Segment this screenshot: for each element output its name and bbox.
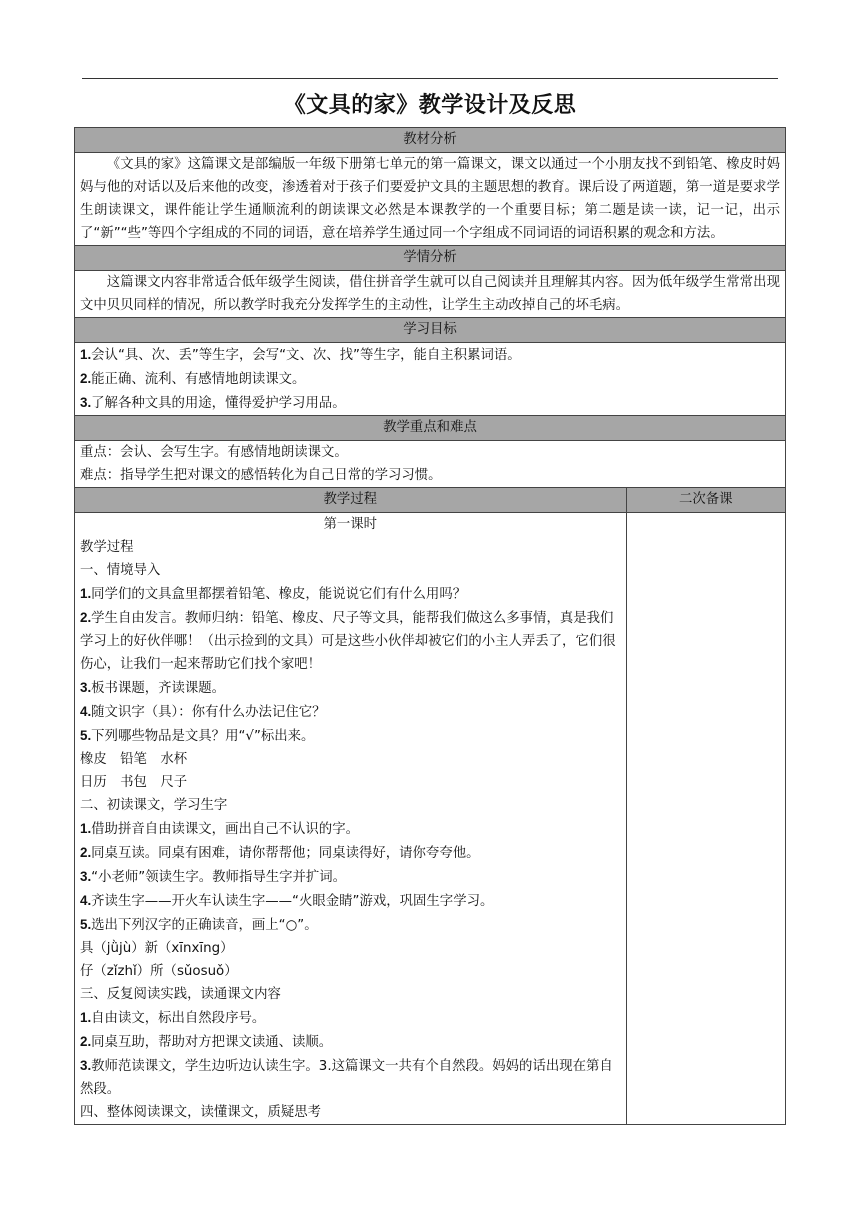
section-header-focus: 教学重点和难点 <box>75 416 786 441</box>
process-line: 3.“小老师”领读生字。教师指导生字并扩词。 <box>80 869 347 885</box>
lesson-period: 第一课时 <box>323 517 378 532</box>
process-line: 仔（zǐzhǐ）所（sǔosuǒ） <box>80 964 238 979</box>
section-header-analysis: 教材分析 <box>75 128 786 153</box>
process-line: 1.自由读文，标出自然段序号。 <box>80 1010 266 1026</box>
section-header-secondary-prep: 二次备课 <box>626 488 785 513</box>
header-rule <box>82 78 778 79</box>
process-line: 3.教师范读课文，学生边听边认读生字。3.这篇课文一共有个自然段。妈妈的话出现在第自然段。 <box>80 1058 613 1097</box>
process-line: 日历 书包 尺子 <box>80 775 188 790</box>
process-line: 5.选出下列汉字的正确读音，画上“○”。 <box>80 917 318 933</box>
section-header-process: 教学过程 <box>75 488 627 513</box>
process-line: 2.同桌互读。同桌有困难，请你帮帮他；同桌读得好，请你夸夸他。 <box>80 845 480 861</box>
process-line: 具（jǜjù）新（xīnxīng） <box>80 941 234 956</box>
process-line: 1.借助拼音自由读课文，画出自己不认识的字。 <box>80 821 359 837</box>
process-line: 2.学生自由发言。教师归纳：铅笔、橡皮、尺子等文具，能帮我们做这么多事情，真是我们学习上的好伙伴哪！（出示捡到的文具）可是这些小伙伴却被它们的小主人弄丢了，它们很伤心，让我们一起来帮助它们找个家吧！ <box>80 610 616 672</box>
goals-body <box>75 343 786 416</box>
process-line: 橡皮 铅笔 水杯 <box>80 752 188 767</box>
students-body <box>75 271 786 318</box>
process-line: 2.同桌互助，帮助对方把课文读通、读顺。 <box>80 1034 333 1050</box>
goal-item: 2.能正确、流利、有感情地朗读课文。 <box>80 371 306 387</box>
focus-key-point: 重点：会认、会写生字。有感情地朗读课文。 <box>80 445 348 460</box>
section-header-students: 学情分析 <box>75 246 786 271</box>
process-line: 1.同学们的文具盒里都摆着铅笔、橡皮，能说说它们有什么用吗？ <box>80 586 467 602</box>
process-line: 二、初读课文，学习生字 <box>80 798 228 813</box>
students-text: 这篇课文内容非常适合低年级学生阅读，借住拼音学生就可以自己阅读并且理解其内容。因为低年级学生常常出现文中贝贝同样的情况，所以教学时我充分发挥学生的主动性，让学生主动改掉自己的坏毛病。 <box>80 275 780 313</box>
process-line: 教学过程 <box>80 540 134 555</box>
goal-item: 3.了解各种文具的用途，懂得爱护学习用品。 <box>80 395 346 411</box>
focus-difficulty: 难点：指导学生把对课文的感悟转化为自己日常的学习习惯。 <box>80 468 442 483</box>
secondary-prep-body <box>626 513 785 1125</box>
section-header-goals: 学习目标 <box>75 318 786 343</box>
focus-body <box>75 441 786 488</box>
document-title: 《文具的家》教学设计及反思 <box>283 93 577 118</box>
analysis-text: 《文具的家》这篇课文是部编版一年级下册第七单元的第一篇课文，课文以通过一个小朋友找不到铅笔、橡皮时妈妈与他的对话以及后来他的改变，渗透着对于孩子们要爱护文具的主题思想的教育。课后设了两道题，第一道是要求学生朗读课文，课件能让学生通顺流利的朗读课文必然是本课教学的一个重要目标；第二题是读一读，记一记，出示了“新”“些”等四个字组成的不同的词语，意在培养学生通过同一个字组成不同词语的词语积累的观念和方法。 <box>80 157 780 241</box>
process-line: 一、情境导入 <box>80 563 161 578</box>
goal-item: 1.会认“具、次、丢”等生字，会写“文、次、找”等生字，能自主积累词语。 <box>80 347 521 363</box>
lesson-plan-table <box>74 127 786 1125</box>
process-lines <box>80 536 621 1124</box>
process-line: 四、整体阅读课文，读懂课文，质疑思考 <box>80 1105 322 1120</box>
process-line: 三、反复阅读实践，读通课文内容 <box>80 987 281 1002</box>
process-line: 4.齐读生字——开火车认读生字——“火眼金睛”游戏，巩固生字学习。 <box>80 893 494 909</box>
process-line: 5.下列哪些物品是文具？用“√”标出来。 <box>80 728 315 744</box>
process-line: 4.随文识字（具）：你有什么办法记住它？ <box>80 704 326 720</box>
process-line: 3.板书课题，齐读课题。 <box>80 680 226 696</box>
process-body <box>75 513 627 1125</box>
analysis-body <box>75 153 786 246</box>
